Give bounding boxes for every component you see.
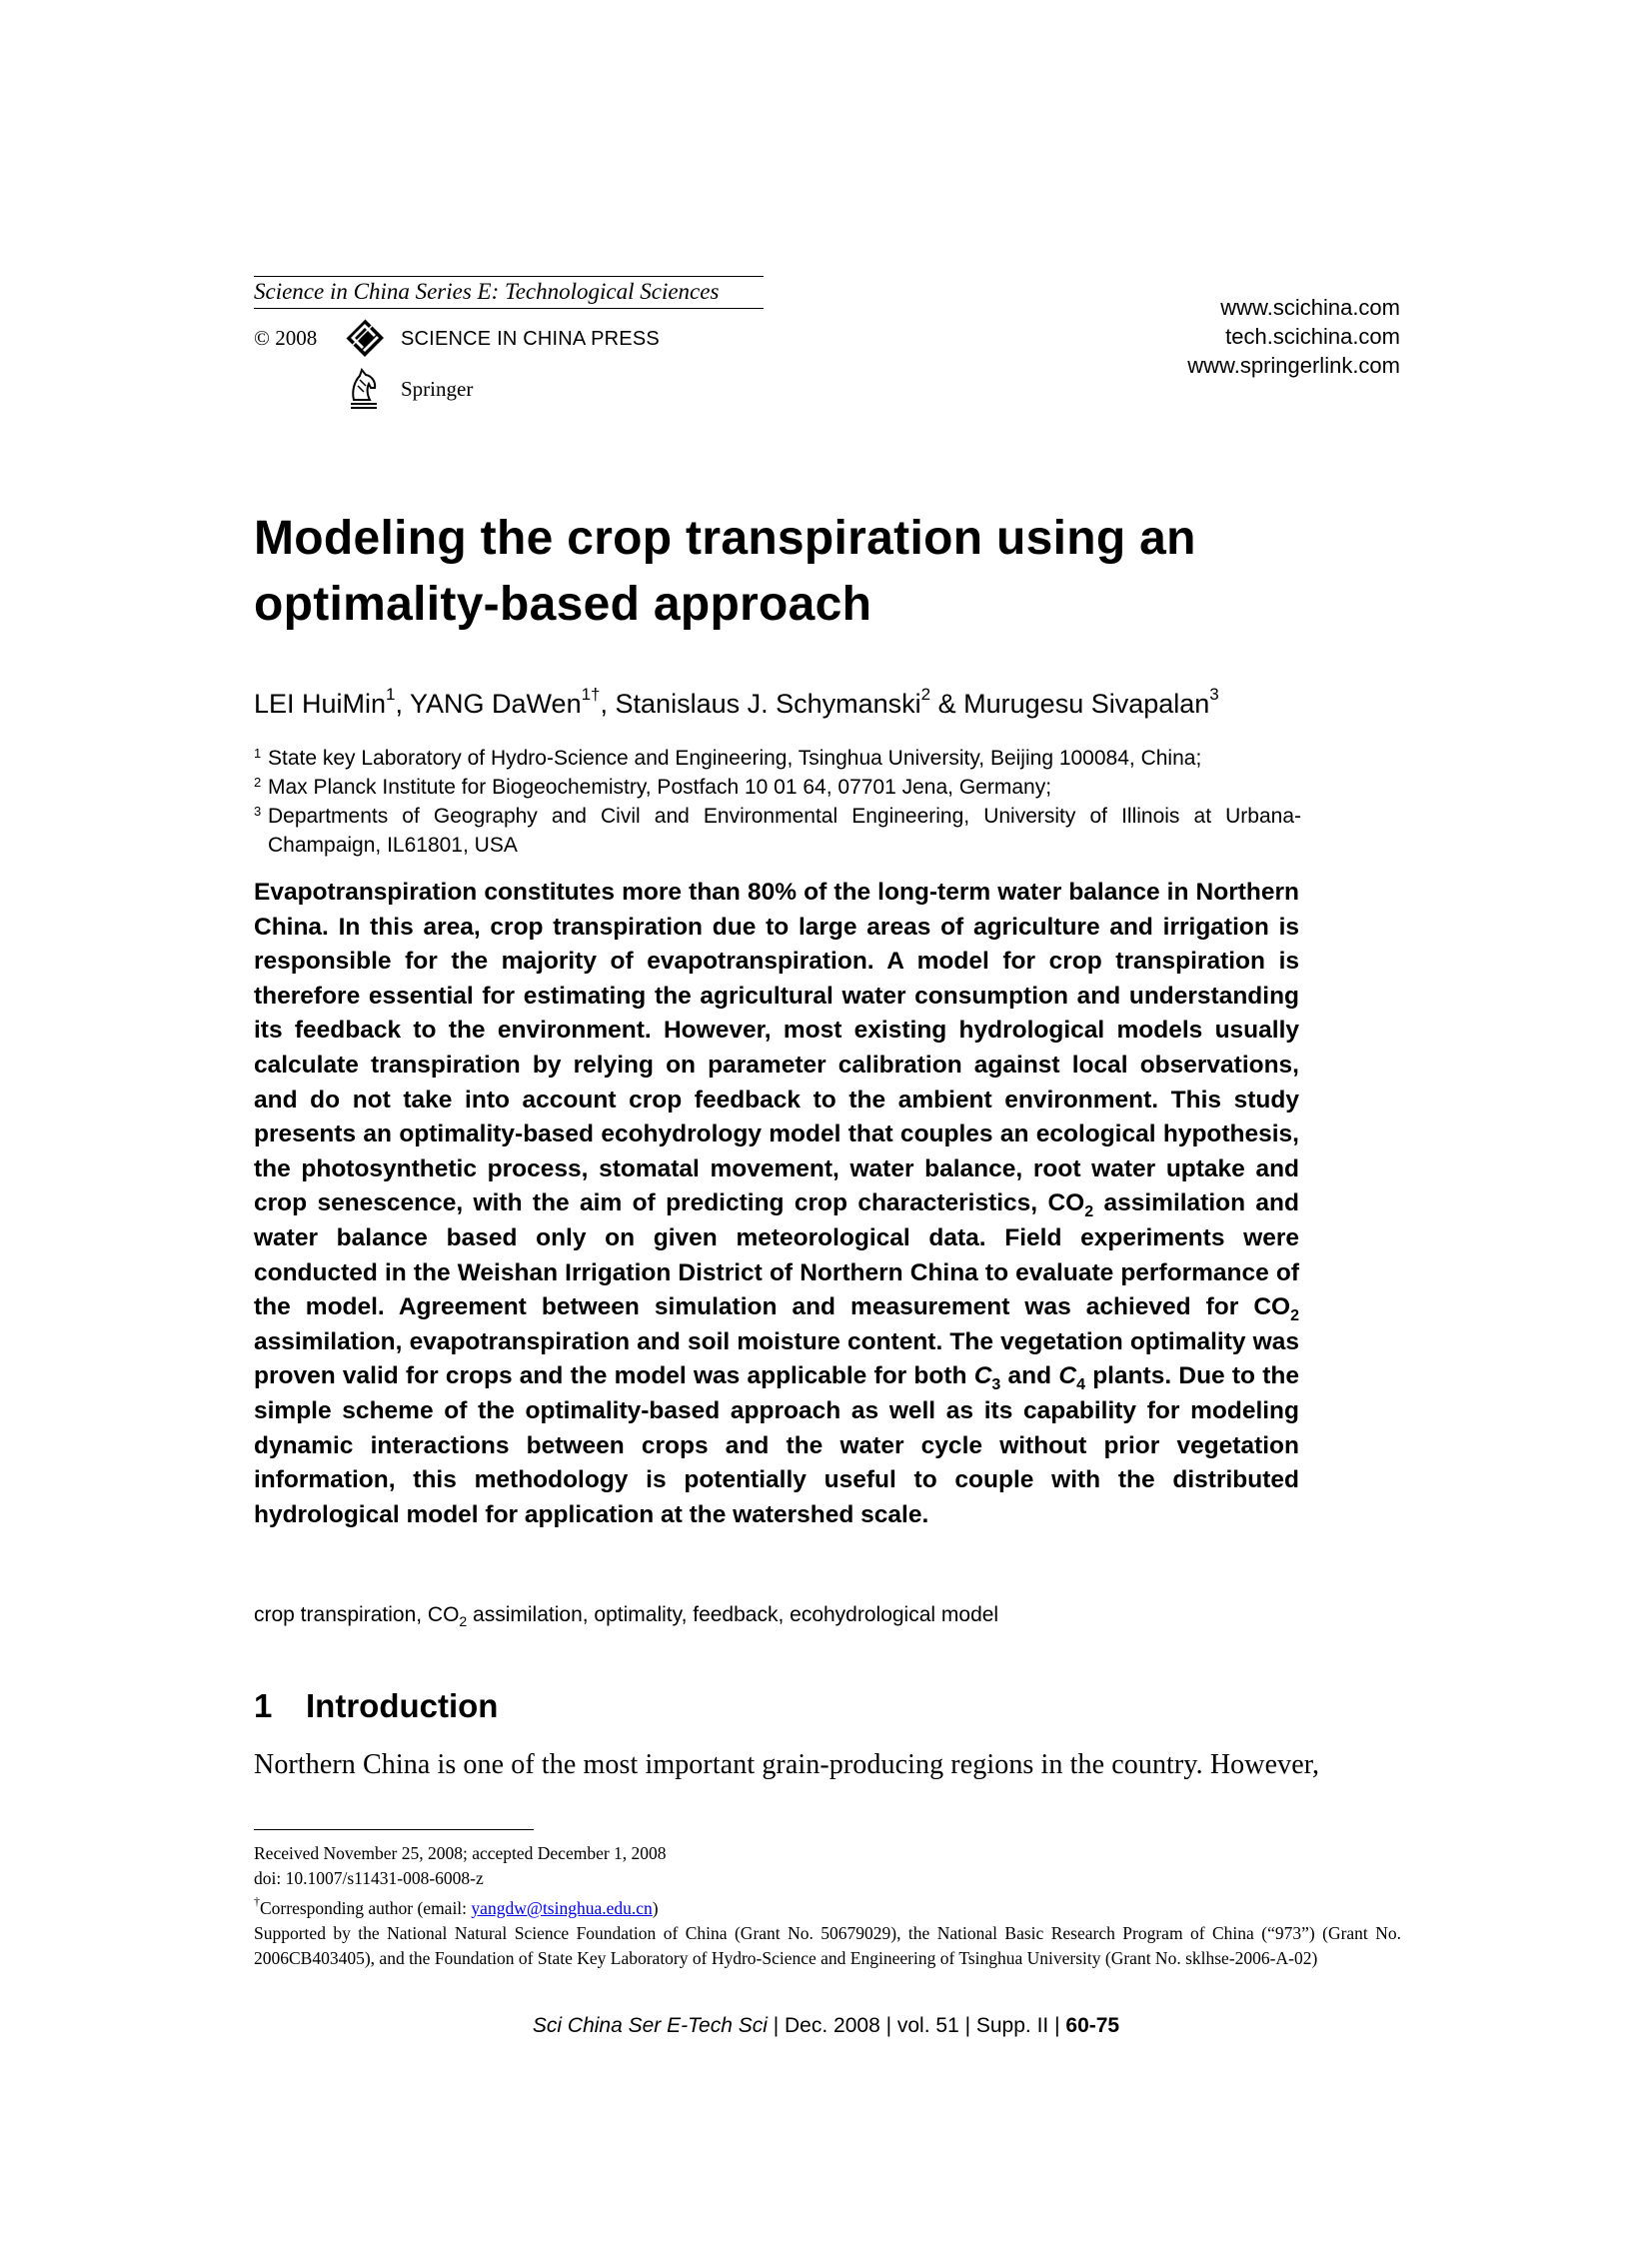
footnotes	[254, 1841, 1401, 1971]
affiliation-list	[254, 744, 1301, 860]
affiliation-text: State key Laboratory of Hydro-Science and Engineering, Tsinghua University, Beijing 100084, China;	[268, 747, 1202, 770]
subscript: 2	[1084, 1203, 1094, 1221]
publisher-name: Springer	[401, 377, 474, 401]
paper-title	[254, 506, 1253, 638]
author-name: Murugesu Sivapalan	[963, 689, 1210, 719]
copyright-year: © 2008	[254, 326, 318, 350]
abstract-text: assimilation and water balance based only on given meteorological data. Field experiments were conducted in the Weishan Irrigation District of Northern China to evaluate performance of the model. Agreement between simulation and measurement was achieved for CO	[254, 1189, 1299, 1321]
author-separator: ,	[395, 689, 411, 719]
author-name: LEI HuiMin	[254, 689, 387, 719]
journal-series-title: Science in China Series E: Technological Sciences	[254, 276, 764, 309]
website-list	[1187, 293, 1400, 380]
citation-pages: 60-75	[1065, 2014, 1120, 2037]
author-name: Stanislaus J. Schymanski	[615, 689, 921, 719]
press-name: SCIENCE IN CHINA PRESS	[401, 328, 660, 350]
affiliation-number: 3	[254, 804, 262, 819]
keywords-text: crop transpiration, CO	[254, 1603, 460, 1626]
citation-separator: |	[958, 2014, 976, 2037]
keywords-text: assimilation, optimality, feedback, ecohydrological model	[467, 1603, 999, 1626]
affiliation-text: Max Planck Institute for Biogeochemistry, Postfach 10 01 64, 07701 Jena, Germany;	[268, 776, 1052, 799]
affiliation-number: 2	[254, 775, 262, 790]
paper-title-line: optimality-based approach	[254, 578, 872, 631]
affiliation-item	[254, 744, 1301, 773]
science-in-china-press-logo-icon	[343, 318, 387, 358]
author-separator: &	[930, 689, 964, 719]
author-affiliation-mark: 1	[386, 685, 396, 704]
doi: doi: 10.1007/s11431-008-6008-z	[254, 1868, 484, 1888]
author-name: YANG DaWen	[410, 689, 582, 719]
author-affiliation-mark: 2	[920, 685, 931, 704]
springer-horse-logo-icon	[346, 366, 382, 410]
corresponding-author	[254, 1891, 1401, 1921]
subscript: 2	[459, 1613, 468, 1630]
affiliation-item	[254, 802, 1301, 860]
footnote-divider	[254, 1829, 534, 1830]
subscript: 3	[991, 1376, 1001, 1394]
website-url[interactable]: tech.scichina.com	[1225, 324, 1400, 349]
citation-supplement: Supp. II	[975, 2014, 1049, 2037]
affiliation-number: 1	[254, 746, 262, 761]
author-line	[254, 685, 1219, 720]
abstract-text: assimilation, evapotranspiration and soil moisture content. The vegetation optimality was proven valid for crops and the model was applicable for both	[254, 1327, 1299, 1390]
citation-separator: |	[879, 2014, 897, 2037]
author-affiliation-mark: 3	[1209, 685, 1219, 704]
citation-separator: |	[1048, 2014, 1066, 2037]
abstract-text: Evapotranspiration constitutes more than 80% of the long-term water balance in Northern China. In this area, crop transpiration due to large areas of agriculture and irrigation is responsible for the majority of evapotranspiration. A model for crop transpiration is therefore essential for estimating the agricultural water consumption and understanding its feedback to the environment. However, most existing hydrological models usually calculate transpiration by relying on parameter calibration against local observations, and do not take into account crop feedback to the ambient environment. This study presents an optimality-based ecohydrology model that couples an ecological hypothesis, the photosynthetic process, stomatal movement, water balance, root water uptake and crop senescence, with the aim of predicting crop characteristics, CO	[254, 879, 1299, 1217]
section-number: 1	[254, 1687, 273, 1724]
subscript: 4	[1076, 1376, 1085, 1394]
section-title: Introduction	[306, 1687, 499, 1724]
body-text: Northern China is one of the most important grain-producing regions in the country. However,	[254, 1749, 1320, 1780]
website-url[interactable]: www.springerlink.com	[1187, 353, 1400, 378]
abstract-text: and	[1000, 1362, 1059, 1390]
citation-separator: |	[767, 2014, 786, 2037]
c3-symbol: C	[973, 1362, 992, 1390]
affiliation-text: Departments of Geography and Civil and Environmental Engineering, University of Illinois at Urbana-Champaign, IL61801, USA	[268, 805, 1301, 857]
website-url[interactable]: www.scichina.com	[1220, 295, 1400, 320]
received-date: Received November 25, 2008; accepted December 1, 2008	[254, 1843, 667, 1863]
citation-journal: Sci China Ser E-Tech Sci	[532, 2014, 768, 2037]
subscript: 2	[1290, 1307, 1299, 1325]
author-affiliation-mark: 1†	[581, 685, 601, 704]
section-heading	[254, 1687, 498, 1725]
citation-date: Dec. 2008	[785, 2014, 880, 2037]
paper-title-line: Modeling the crop transpiration using an	[254, 512, 1196, 565]
keywords	[254, 1603, 999, 1630]
corresponding-close: )	[652, 1897, 659, 1918]
author-separator: ,	[600, 689, 616, 719]
abstract-text: plants. Due to the simple scheme of the optimality-based approach as well as its capability for modeling dynamic interactions between crops and the water cycle without prior vegetation information, this methodology is potentially useful to couple with the distributed hydrological model for application at the watershed scale.	[254, 1362, 1300, 1528]
corresponding-label: Corresponding author (email:	[260, 1897, 472, 1918]
dagger-mark: †	[254, 1894, 260, 1908]
citation-footer	[0, 2014, 1652, 2038]
abstract	[254, 876, 1299, 1532]
c4-symbol: C	[1058, 1362, 1077, 1390]
affiliation-item	[254, 773, 1301, 802]
funding-note: Supported by the National Natural Science Foundation of China (Grant No. 50679029), the National Basic Research Program of China (“973”) (Grant No. 2006CB403405), and the Foundation of State Key Laboratory of Hydro-Science and Engineering of Tsinghua University (Grant No. sklhse-2006-A-02)	[254, 1922, 1401, 1968]
email-link[interactable]: yangdw@tsinghua.edu.cn	[471, 1897, 653, 1918]
citation-volume: vol. 51	[896, 2014, 959, 2037]
